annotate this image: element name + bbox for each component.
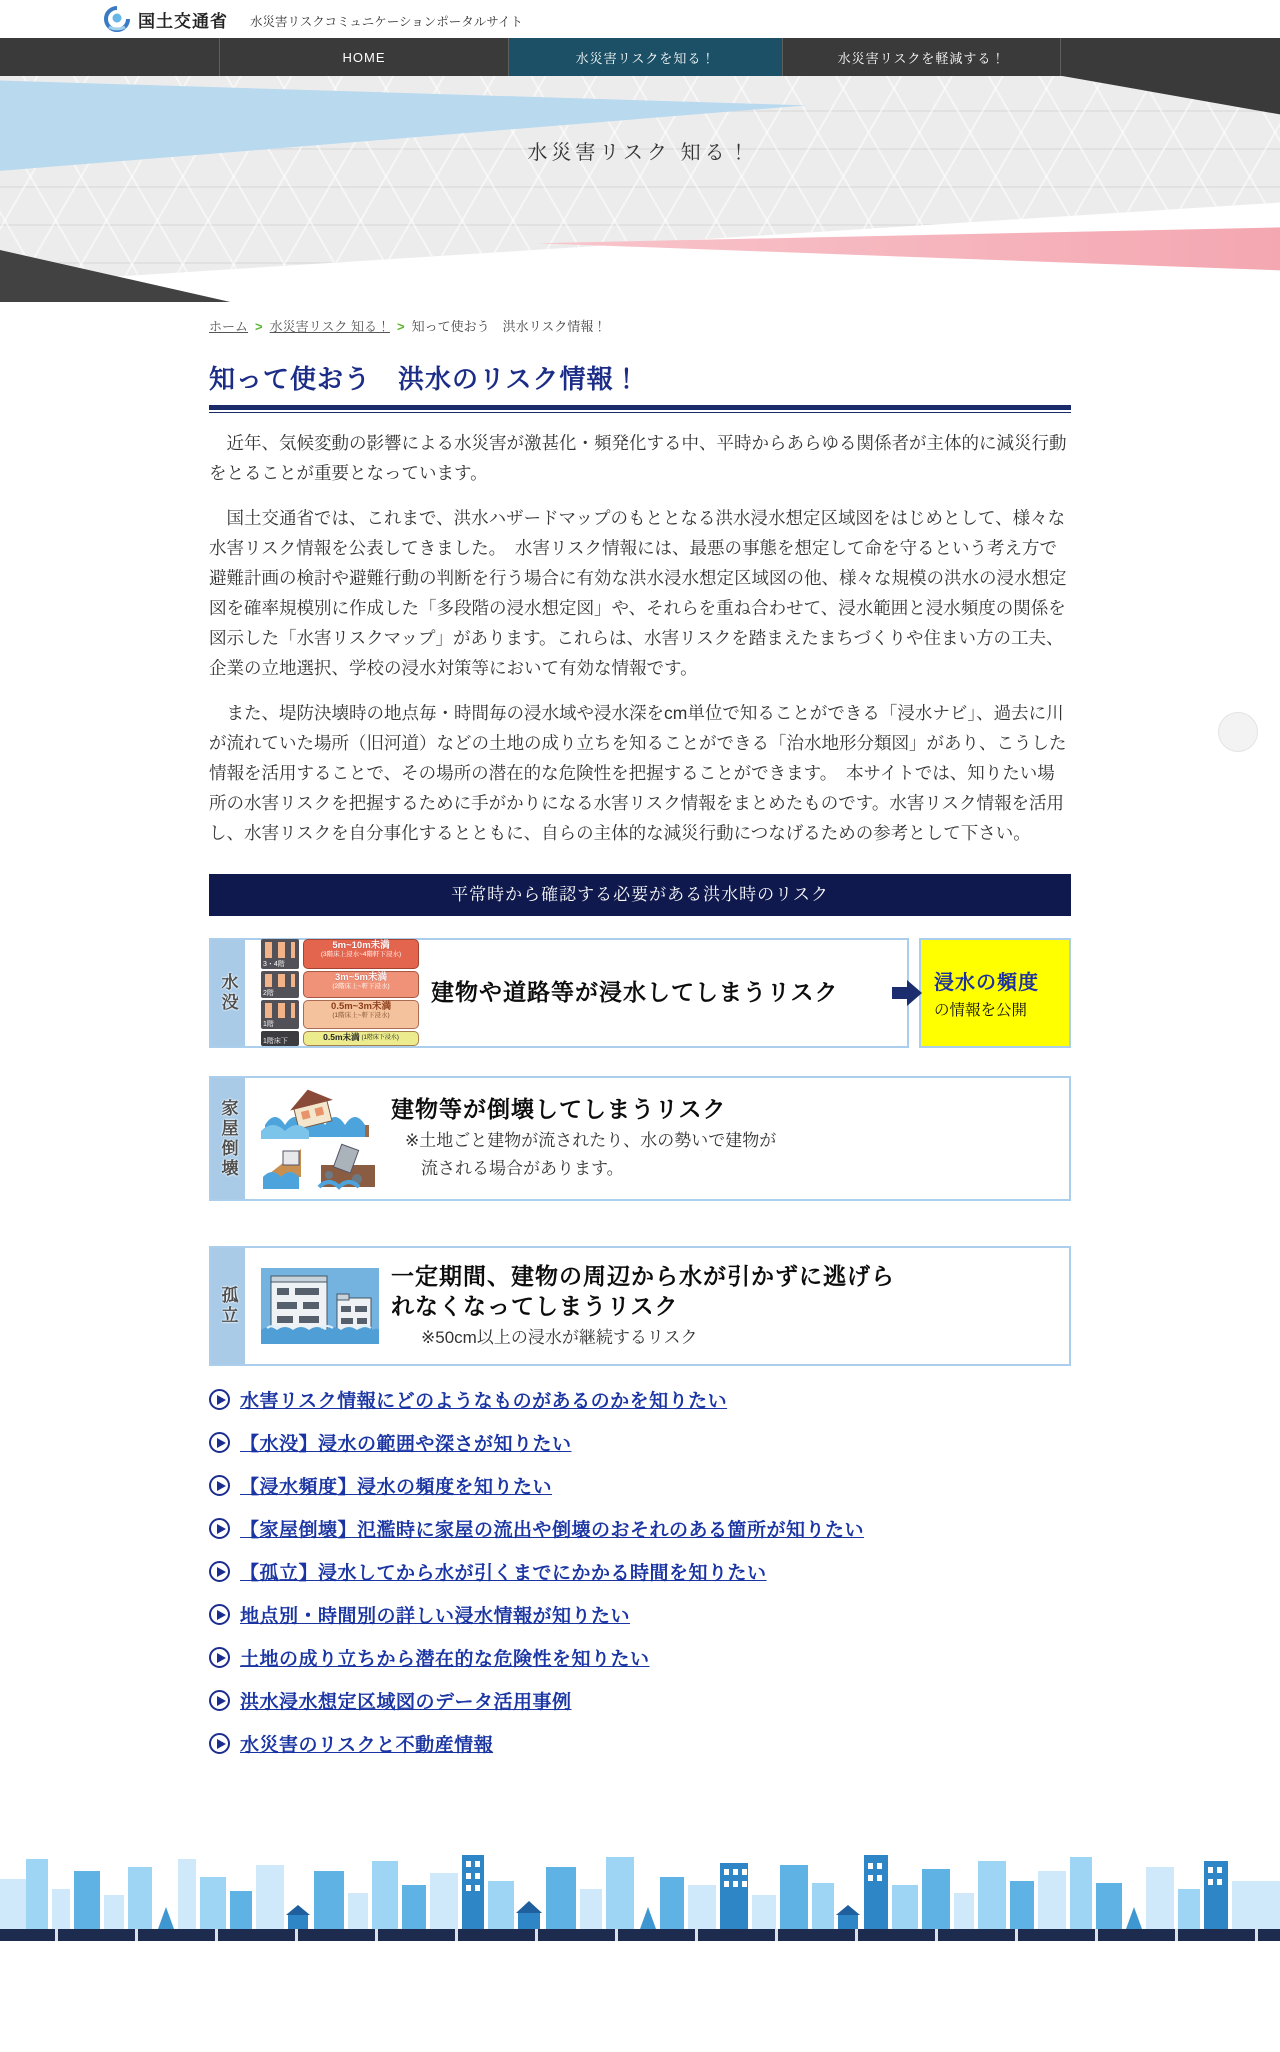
risk-box-suibotsu [209,938,909,1048]
nav-tab-home[interactable]: HOME [220,38,509,76]
depth-tag: 0.5m~3m未満 (1階床上~軒下浸水) [303,1000,419,1029]
page-title: 知って使おう 洪水のリスク情報！ [209,364,641,394]
logo-text: 国土交通省 [138,11,228,31]
title-underline [209,405,1071,413]
page-top-button[interactable] [1218,712,1258,752]
flood-depth-illustration [261,939,419,1048]
risk-note: 流される場合があります。 [421,1159,624,1179]
callout-highlight: 浸水の頻度 [934,972,1039,994]
risk-row-koritsu [209,1246,1071,1366]
risk-link-kaoku[interactable]: 【家屋倒壊】氾濫時に家屋の流出や倒壊のおそれのある箇所が知りたい [209,1515,1071,1542]
depth-tag: 5m~10m未満 (3階床上浸水~4階軒下浸水) [303,939,419,969]
paragraph: また、堤防決壊時の地点毎・時間毎の浸水域や浸水深をcm単位で知ることができる「浸水ナビ」、過去に川が流れていた場所（旧河道）などの土地の成り立ちを知ることができる「治水地形分類図」があり、こうした情報を活用することで、その場所の潜在的な危険性を把握することができます。 本サイトでは、知りたい場所の水害リスクを把握するために手がかりになる水害リスク情報をまとめたものです。水害リスク情報を活用し、水害リスクを自分事化するとともに、自らの主体的な減災行動につなげるための参考として下さい。 [209,703,1067,843]
intro-paragraphs [209,428,1071,848]
breadcrumb-current: 知って使おう 洪水リスク情報！ [411,319,607,334]
building-floor-chip: 1階 [261,1000,299,1029]
risk-text-block [431,940,907,1046]
risk-label-text: 孤立 [218,1286,238,1326]
risk-row-suibotsu [209,938,1071,1048]
mlit-logo[interactable] [104,6,228,32]
risk-heading: 建物や道路等が浸水してしまうリスク [431,979,839,1006]
risk-label-text: 水没 [218,973,238,1013]
play-circle-icon [209,1690,230,1711]
nav-tab-know-risk[interactable]: 水災害リスクを知る！ [509,38,783,76]
nav-spacer [0,38,220,76]
flood-depth-row [261,939,419,969]
building-floor-chip: 2階 [261,971,299,998]
risk-link-overview[interactable]: 水害リスク情報にどのようなものがあるのかを知りたい [209,1386,1071,1413]
risk-link-suibotsu[interactable]: 【水没】浸水の範囲や深さが知りたい [209,1429,1071,1456]
risk-note: ※50cm以上の浸水が継続するリスク [421,1327,698,1347]
play-circle-icon [209,1432,230,1453]
risk-link-list [209,1386,1071,1757]
play-circle-icon [209,1518,230,1539]
play-circle-icon [209,1561,230,1582]
callout-rest: の情報を公開 [934,1002,1028,1019]
arrow-right-icon [892,980,922,1006]
flood-depth-row [261,1000,419,1029]
hero-title: 水災害リスク 知る！ [527,142,753,164]
breadcrumb-separator: > [255,319,263,334]
risk-link-realestate[interactable]: 水災害のリスクと不動産情報 [209,1730,1071,1757]
play-circle-icon [209,1647,230,1668]
mlit-logo-icon [104,6,130,32]
play-circle-icon [209,1475,230,1496]
play-circle-icon [209,1604,230,1625]
footer-bottom-bar [0,1929,1280,1941]
risk-section-banner: 平常時から確認する必要がある洪水時のリスク [209,874,1071,916]
risk-box-kaoku [209,1076,1071,1201]
paragraph: 国土交通省では、これまで、洪水ハザードマップのもととなる洪水浸水想定区域図をはじめとして、様々な水害リスク情報を公表してきました。 水害リスク情報には、最悪の事態を想定して命を守るという考え方で避難計画の検討や避難行動の判断を行う場合に有効な洪水浸水想定区域図の他、様々な規模の洪水の浸水想定図を確率規模別に作成した「多段階の浸水想定図」や、それらを重ね合わせて、浸水範囲と浸水頻度の関係を図示した「水害リスクマップ」があります。これらは、水害リスクを踏まえたまちづくりや住まい方の工夫、企業の立地選択、学校の浸水対策等において有効な情報です。 [209,508,1067,678]
breadcrumb [209,316,1071,335]
risk-text-block [391,1248,1069,1364]
risk-note: ※土地ごと建物が流されたり、水の勢いで建物が [405,1130,777,1150]
paragraph: 近年、気候変動の影響による水災害が激甚化・頻発化する中、平時からあらゆる関係者が主体的に減災行動をとることが重要となっています。 [209,433,1067,483]
risk-label-strip [211,1078,245,1199]
house-collapse-illustration [261,1085,379,1193]
risk-label-strip [211,940,245,1046]
flood-depth-row [261,1031,419,1046]
play-circle-icon [209,1733,230,1754]
risk-label-text: 家屋倒壊 [218,1098,238,1179]
risk-box-koritsu [209,1246,1071,1366]
risk-row-kaoku [209,1076,1071,1201]
building-floor-chip: 1階床下 [261,1031,299,1046]
risk-label-strip [211,1248,245,1364]
risk-heading: 一定期間、建物の周辺から水が引かずに逃げられなくなってしまうリスク [391,1262,895,1319]
site-name: 水災害リスクコミュニケーションポータルサイト [250,14,523,29]
risk-link-koritsu[interactable]: 【孤立】浸水してから水が引くまでにかかる時間を知りたい [209,1558,1071,1585]
risk-link-hindo[interactable]: 【浸水頻度】浸水の頻度を知りたい [209,1472,1071,1499]
play-circle-icon [209,1389,230,1410]
isolation-illustration [261,1268,379,1344]
breadcrumb-know-risk[interactable]: 水災害リスク 知る！ [269,319,390,334]
flood-frequency-callout[interactable] [919,938,1071,1048]
breadcrumb-home[interactable]: ホーム [209,319,249,334]
risk-text-block [391,1078,1069,1199]
risk-link-landform[interactable]: 土地の成り立ちから潜在的な危険性を知りたい [209,1644,1071,1671]
depth-tag: 3m~5m未満 (2階床上~軒下浸水) [303,971,419,998]
footer [0,1837,1280,1941]
risk-link-datausage[interactable]: 洪水浸水想定区域図のデータ活用事例 [209,1687,1071,1714]
flood-depth-row [261,971,419,998]
depth-tag: 0.5m未満 (1階床下浸水) [303,1031,419,1046]
hero-banner [0,76,1280,302]
site-header [0,0,1280,38]
risk-heading: 建物等が倒壊してしまうリスク [391,1095,727,1122]
city-skyline-illustration [0,1837,1280,1929]
nav-tab-reduce-risk[interactable]: 水災害リスクを軽減する！ [783,38,1061,76]
risk-link-detail[interactable]: 地点別・時間別の詳しい浸水情報が知りたい [209,1601,1071,1628]
main-nav [0,38,1280,76]
breadcrumb-separator: > [396,319,405,334]
building-floor-chip: 3・4階 [261,939,299,969]
